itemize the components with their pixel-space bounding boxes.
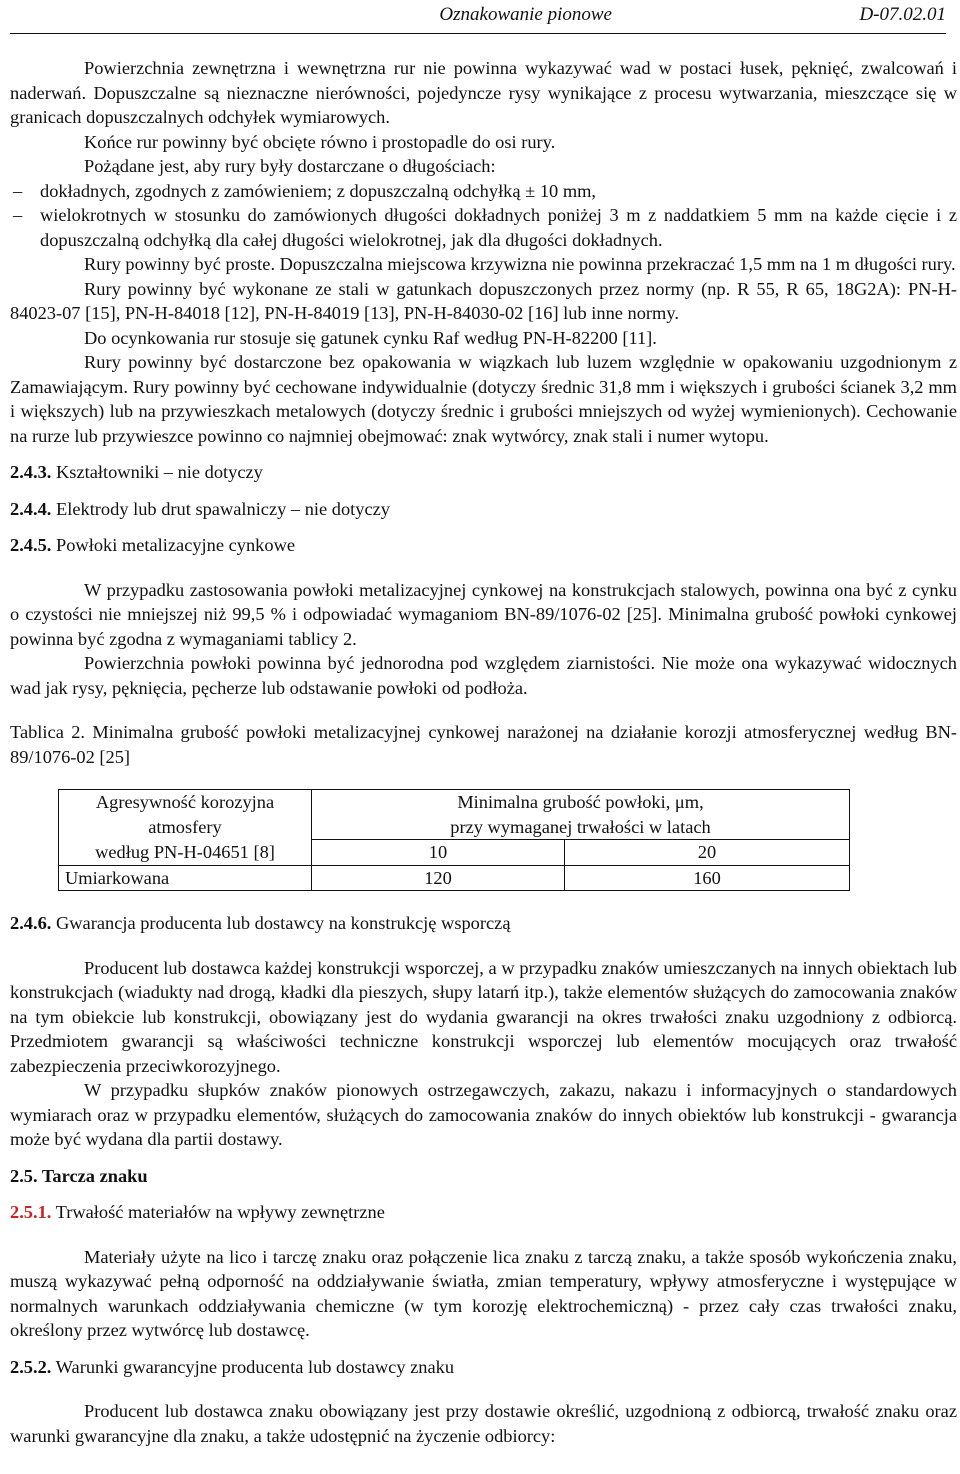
table-cell: Umiarkowana (59, 865, 312, 891)
paragraph: Pożądane jest, aby rury były dostarczane o długościach: (84, 156, 496, 176)
paragraph: Powierzchnia zewnętrzna i wewnętrzna rur nie powinna wykazywać wad w postaci łusek, pęknięć, zwalcowań i naderwań. Dopuszczalne są nieznaczne nierówności, pojedyncze rysy wynikające z procesu wytwarzania, mieszczące się w granicach dopuszczalnych odchyłek wymiarowych. (10, 58, 957, 127)
list-item (10, 179, 957, 204)
section-heading-2-5: 2.5. Tarcza znaku (10, 1165, 148, 1186)
paragraph: Do ocynkowania rur stosuje się gatunek cynku Raf według PN-H-82200 [11]. (84, 327, 657, 348)
paragraph: Rury powinny być wykonane ze stali w gatunkach dopuszczonych przez normy (np. R 55, R 65, 18G2A): PN-H-84023-07 [15], PN-H-84018 [12], PN-H-84019 [13], PN-H-84030-02 [16] lub inne normy. (10, 278, 957, 323)
section-heading-2-4-4: 2.4.4. Elektrody lub drut spawalniczy – nie dotyczy (10, 498, 391, 519)
paragraph: Rury powinny być dostarczone bez opakowania w wiązkach lub luzem względnie w opakowaniu uzgodnionym z Zamawiającym. Rury powinny być cechowane indywidualnie (dotyczy średnic 31,8 mm i większych i grubości ścianek 3,2 mm i większych) lub na przywieszkach metalowych (dotyczy średnic i grubości mniejszych od wyżej wymienionych). Cechowanie na rurze lub przywieszce powinno co najmniej obejmować: znak wytwórcy, znak stali i numer wytopu. (10, 352, 957, 446)
table-header-cell: 10 (312, 840, 565, 866)
table-header-cell: według PN-H-04651 [8] (59, 840, 312, 866)
table-cell: 120 (312, 865, 565, 891)
list-item-text: dokładnych, zgodnych z zamówieniem; z dopuszczalną odchyłką ± 10 mm, (40, 180, 597, 201)
paragraph: Materiały użyte na lico i tarczę znaku oraz połączenie lica znaku z tarczą znaku, a także sposób wykończenia znaku, muszą wykazywać pełną odporność na oddziaływanie światła, zmian temperatury, wpływy atmosferyczne i występujące w normalnych warunkach oddziaływania chemiczne (w tym korozję elektrochemiczną) - przez cały czas trwałości znaku, określony przez wytwórcę lub dostawcę. (10, 1246, 957, 1340)
section-heading-2-4-5: 2.4.5. Powłoki metalizacyjne cynkowe (10, 535, 296, 555)
coating-thickness-table (58, 789, 850, 891)
section-heading-2-4-3: 2.4.3. Kształtowniki – nie dotyczy (10, 462, 263, 482)
paragraph: W przypadku słupków znaków pionowych ostrzegawczych, zakazu, nakazu i informacyjnych o standardowych wymiarach oraz w przypadku elementów, służących do zamocowania znaków do innych obiektów lub konstrukcji - gwarancja może być wydana dla partii dostawy. (10, 1080, 957, 1149)
list-item-text: wielokrotnych w stosunku do zamówionych długości dokładnych poniżej 3 m z naddatkiem 5 mm na każde cięcie i z dopuszczalną odchyłką dla całej długości wielokrotnej, jak dla długości dokładnych. (40, 205, 957, 250)
section-heading-2-5-1: 2.5.1. Trwałość materiałów na wpływy zewnętrzne (10, 1202, 385, 1222)
paragraph: Producent lub dostawca każdej konstrukcji wsporczej, a w przypadku znaków umieszczanych na innych obiektach lub konstrukcjach (wiadukty nad drogą, kładki dla pieszych, słupy latarń itp.), także elementów służących do zamocowania znaków na tym obiekcie lub konstrukcji, obowiązany jest do wydania gwarancji na okres trwałości znaku uzgodniony z odbiorcą. Przedmiotem gwarancji są właściwości techniczne konstrukcji wsporczej lub elementów mocujących oraz trwałość zabezpieczenia przeciwkorozyjnego. (10, 957, 957, 1076)
paragraph: Rury powinny być proste. Dopuszczalna miejscowa krzywizna nie powinna przekraczać 1,5 mm na 1 m długości rury. (84, 254, 956, 274)
paragraph: Końce rur powinny być obcięte równo i prostopadle do osi rury. (84, 131, 556, 152)
page-header (0, 4, 946, 30)
dash-bullet: – (13, 205, 23, 225)
document-code: D-07.02.01 (859, 4, 946, 25)
list-item (10, 203, 957, 252)
table-header-cell: 20 (565, 840, 850, 866)
table-cell: 160 (565, 865, 850, 891)
paragraph: Powierzchnia powłoki powinna być jednorodna pod względem ziarnistości. Nie może ona wykazywać widocznych wad jak rysy, pęknięcia, pęcherze lub odstawanie powłoki od podłoża. (10, 653, 957, 698)
table-header-cell: Agresywność korozyjna atmosfery (59, 790, 312, 840)
paragraph: W przypadku zastosowania powłoki metalizacyjnej cynkowej na konstrukcjach stalowych, powinna ona być z cynku o czystości nie mniejszej niż 99,5 % i odpowiadać wymaganiom BN-89/1076-02 [25]. Minimalna grubość powłoki cynkowej powinna być zgodna z wymaganiami tablicy 2. (10, 579, 957, 649)
section-heading-2-4-6: 2.4.6. Gwarancja producenta lub dostawcy na konstrukcję wsporczą (10, 913, 511, 933)
paragraph: Producent lub dostawca znaku obowiązany jest przy dostawie określić, uzgodnioną z odbiorcą, trwałość znaku oraz warunki gwarancyjne dla znaku, a także udostępnić na życzenie odbiorcy: (10, 1401, 957, 1446)
dash-bullet: – (13, 180, 23, 201)
section-heading-2-5-2: 2.5.2. Warunki gwarancyjne producenta lub dostawcy znaku (10, 1356, 455, 1377)
table-header-cell: Minimalna grubość powłoki, μm, przy wymaganej trwałości w latach (312, 790, 850, 840)
header-rule (10, 33, 946, 34)
table-caption: Tablica 2. Minimalna grubość powłoki metalizacyjnej cynkowej narażonej na działanie korozji atmosferycznej według BN-89/1076-02 [25] (10, 722, 957, 767)
document-body (10, 56, 957, 1448)
document-title: Oznakowanie pionowe (439, 4, 612, 25)
